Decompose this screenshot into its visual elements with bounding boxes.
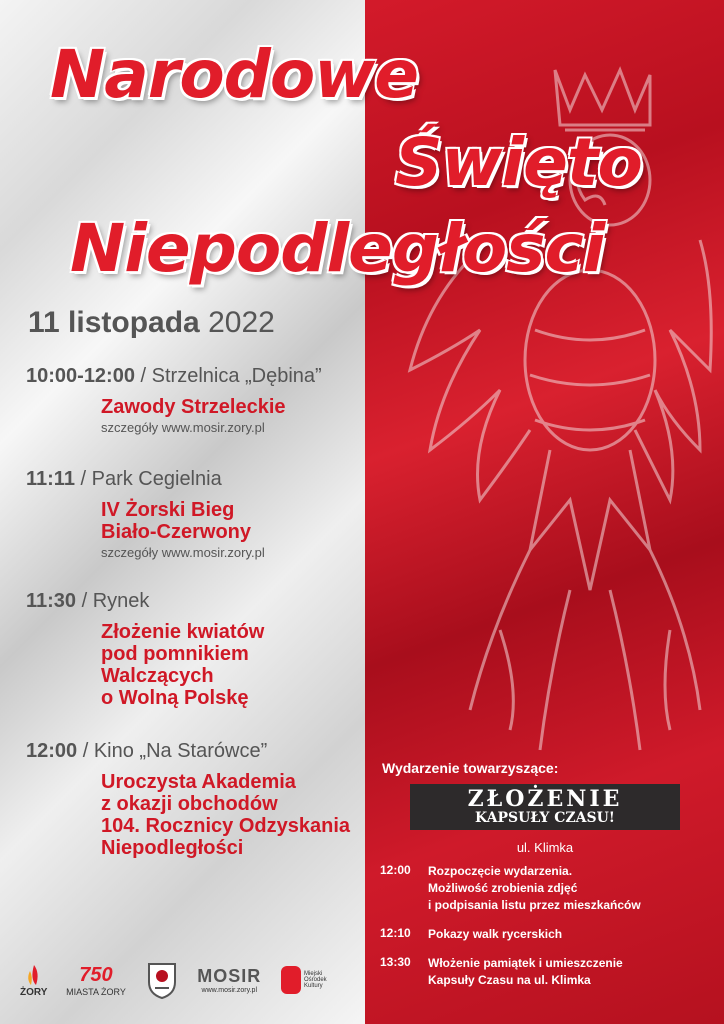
schedule-time: 12:00 [380, 863, 411, 877]
title-line-1: Narodowe [50, 36, 418, 113]
event-title-line: Biało-Czerwony [101, 521, 252, 543]
schedule-row [380, 926, 710, 943]
event-title-line: 104. Rocznicy Odzyskania [101, 815, 351, 837]
zory-flame-icon [22, 963, 46, 987]
event-date [28, 306, 275, 340]
schedule-text [428, 926, 562, 943]
capsule-title-1: ZŁOŻENIE [467, 786, 623, 812]
schedule-time: 13:30 [380, 955, 411, 969]
event-header [26, 468, 265, 491]
event-place: Rynek [92, 590, 150, 612]
knights-crest-logo [145, 960, 179, 1000]
event-place: Strzelnica „Dębina” [151, 365, 322, 387]
mosir-logo-url: www.mosir.zory.pl [201, 987, 258, 994]
event-place: Park Cegielnia [91, 468, 222, 490]
event-time: 11:11 [26, 468, 75, 490]
event-run [26, 468, 265, 560]
mosir-logo-text: MOSIR [197, 966, 262, 986]
event-time: 10:00-12:00 [26, 365, 135, 387]
date-year: 2022 [208, 306, 275, 339]
schedule-line: i podpisania listu przez mieszkańców [428, 898, 641, 912]
event-title [101, 771, 350, 859]
zory-logo-text: ŻORY [20, 986, 48, 998]
title-line-2: Święto [395, 124, 642, 201]
mok-logo-text: Miejski Ośrodek Kultury [304, 971, 327, 989]
event-flowers [26, 590, 264, 709]
event-title [101, 499, 265, 543]
schedule-row [380, 955, 710, 989]
event-academy [26, 740, 350, 859]
event-header [26, 740, 350, 763]
event-title [101, 396, 322, 418]
event-title-line: IV Żorski Bieg [101, 499, 235, 521]
knight-crest-icon [145, 960, 179, 1000]
event-place: Kino „Na Starówce” [93, 740, 268, 762]
750-logo-number: 750 [79, 963, 113, 986]
schedule-line: Włożenie pamiątek i umieszczenie [428, 956, 623, 970]
companion-label: Wydarzenie towarzyszące: [382, 760, 559, 776]
event-separator: / [76, 590, 93, 612]
event-header [26, 590, 264, 613]
event-title-line: o Wolną Polskę [101, 687, 249, 709]
event-title-line: Walczących [101, 665, 214, 687]
event-title [101, 621, 264, 709]
mok-shape-icon [280, 965, 302, 995]
schedule-row [380, 863, 710, 914]
schedule-text [428, 863, 641, 914]
event-detail-link[interactable]: szczegóły www.mosir.zory.pl [101, 420, 265, 435]
time-capsule-banner [410, 784, 680, 830]
750-logo-caption: MIASTA ŻORY [66, 986, 126, 997]
companion-event-panel [380, 760, 710, 1001]
schedule-line: Możliwość zrobienia zdjęć [428, 881, 578, 895]
event-time: 12:00 [26, 740, 78, 762]
capsule-title-2: KAPSUŁY CZASU! [475, 810, 615, 826]
event-title-line: pod pomnikiem [101, 643, 249, 665]
event-title-line: z okazji obchodów [101, 793, 278, 815]
title-line-3: Niepodległości [70, 210, 605, 287]
zory-logo [20, 963, 47, 998]
schedule-time: 12:10 [380, 926, 411, 940]
mosir-logo [197, 966, 261, 994]
event-shooting [26, 365, 322, 435]
event-title-line: Niepodległości [101, 837, 244, 859]
event-title-line: Uroczysta Akademia [101, 771, 296, 793]
schedule-line: Rozpoczęcie wydarzenia. [428, 864, 573, 878]
sponsor-logos [20, 955, 340, 1005]
event-time: 11:30 [26, 590, 77, 612]
companion-schedule [380, 863, 710, 989]
schedule-line: Kapsuły Czasu na ul. Klimka [428, 973, 591, 987]
event-separator: / [77, 740, 94, 762]
schedule-line: Pokazy walk rycerskich [428, 927, 563, 941]
750-years-logo [66, 964, 126, 997]
event-header [26, 365, 322, 388]
event-detail-link[interactable]: szczegóły www.mosir.zory.pl [101, 545, 265, 560]
event-separator: / [134, 365, 152, 387]
mok-logo [280, 965, 340, 995]
event-title-line: Złożenie kwiatów [101, 621, 265, 643]
capsule-street: ul. Klimka [516, 840, 574, 855]
event-separator: / [74, 468, 92, 490]
event-title-line: Zawody Strzeleckie [101, 396, 286, 418]
schedule-text [428, 955, 623, 989]
date-day-month: 11 listopada [28, 306, 200, 339]
